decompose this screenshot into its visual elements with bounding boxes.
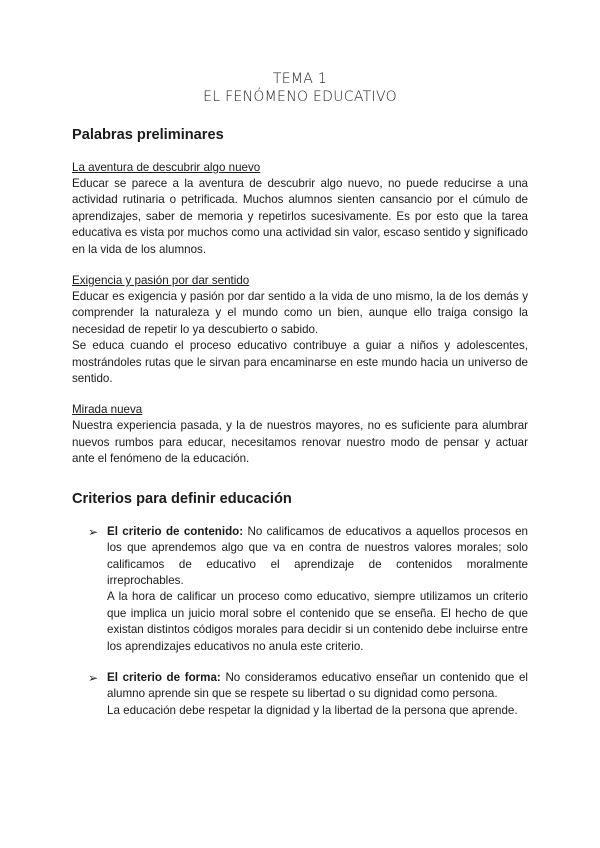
section-heading-criterios: Criterios para definir educación xyxy=(72,490,292,507)
criterion-extra: A la hora de calificar un proceso como educativo, siempre utilizamos un criterio que implica un juicio moral sobre el contenido que se enseña. El hecho de que existan distintos códigos morales para decidir si un contenido debe incluirse entre los aprendizajes educativos no anula este criterio. xyxy=(107,590,528,653)
document-body xyxy=(72,126,528,719)
criterion-contenido xyxy=(72,524,528,655)
subheading: Mirada nueva xyxy=(72,403,143,417)
paragraph: Se educa cuando el proceso educativo contribuye a guiar a niños y adolescentes, mostrándoles rutas que le sirvan para encaminarse en este mundo hacia un universo de sentido. xyxy=(72,339,528,386)
block-exigencia xyxy=(72,273,528,387)
criterion-forma xyxy=(72,670,528,719)
subheading: Exigencia y pasión por dar sentido xyxy=(72,274,250,288)
title-topic-name: EL FENÓMENO EDUCATIVO xyxy=(203,89,397,105)
block-aventura xyxy=(72,160,528,258)
criterion-lead: El criterio de forma: xyxy=(107,670,221,684)
criterion-body: No consideramos educativo enseñar un contenido que el alumno aprende sin que se respete su libertad o su dignidad como persona. xyxy=(107,670,528,701)
arrow-bullet-icon: ➢ xyxy=(88,670,99,685)
document-title xyxy=(0,70,600,106)
block-mirada xyxy=(72,402,528,467)
criterion-lead: El criterio de contenido: xyxy=(107,524,244,538)
paragraph: Educar es exigencia y pasión por dar sentido a la vida de uno mismo, la de los demás y comprender la naturaleza y el mundo como un bien, aunque ello traiga consigo la necesidad de repetir lo ya descubierto o sabido. xyxy=(72,290,528,336)
criterion-text xyxy=(107,524,528,590)
paragraph: Educar se parece a la aventura de descubrir algo nuevo, no puede reducirse a una actividad rutinaria o petrificada. Muchos alumnos sienten cansancio por el cúmulo de aprendizajes, saber de memoria y repetirlos sucesivamente. Es por esto que la tarea educativa es vista por muchos como una actividad sin valor, escaso sentido y significado en la vida de los alumnos. xyxy=(72,177,528,256)
criterion-body: No calificamos de educativos a aquellos procesos en los que aprendemos algo que va en contra de nuestros valores morales; solo calificamos de educativo el aprendizaje de contenidos moralmente irreprochables. xyxy=(107,524,529,587)
criterion-extra: La educación debe respetar la dignidad y la libertad de la persona que aprende. xyxy=(107,703,518,717)
paragraph: Nuestra experiencia pasada, y la de nuestros mayores, no es suficiente para alumbrar nuevos rumbos para educar, necesitamos renovar nuestro modo de pensar y actuar ante el fenómeno de la educación. xyxy=(72,419,528,466)
section-heading-preliminares: Palabras preliminares xyxy=(72,127,224,143)
arrow-bullet-icon: ➢ xyxy=(88,524,99,539)
subheading: La aventura de descubrir algo nuevo xyxy=(72,161,261,174)
criterion-text xyxy=(107,670,528,703)
title-topic-number: TEMA 1 xyxy=(272,71,328,87)
